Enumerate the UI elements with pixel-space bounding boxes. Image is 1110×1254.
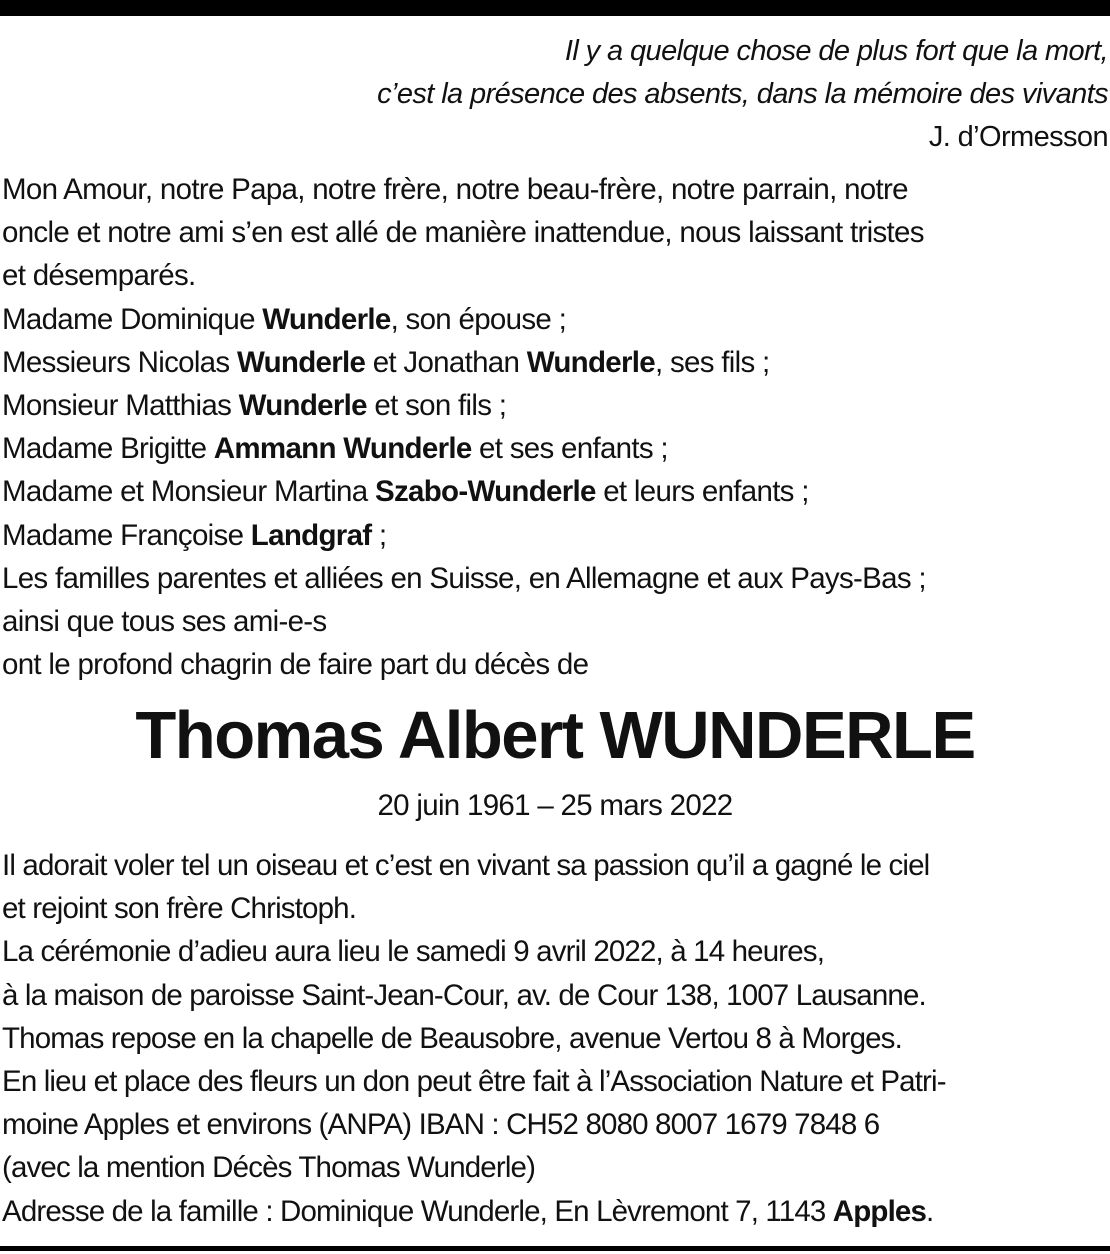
family-member-matthias: Monsieur Matthias Wunderle et son fils ; <box>2 389 507 423</box>
family-relatives-line: Les familles parentes et alliées en Suisse, en Allemagne et aux Pays-Bas ; <box>2 561 926 595</box>
quote-author: J. d’Ormesson <box>928 121 1108 153</box>
donation-mention-line: (avec la mention Décès Thomas Wunderle) <box>2 1151 536 1185</box>
bottom-border-rule <box>0 1246 1110 1251</box>
donation-iban-line: moine Apples et environs (ANPA) IBAN : CH52 8080 8007 1679 7848 6 <box>2 1108 880 1142</box>
repose-location-line: Thomas repose en la chapelle de Beausobre, avenue Vertou 8 à Morges. <box>2 1021 902 1055</box>
family-member-spouse: Madame Dominique Wunderle, son épouse ; <box>2 302 567 336</box>
family-member-brigitte: Madame Brigitte Ammann Wunderle et ses enfants ; <box>2 432 668 466</box>
intro-line-1: Mon Amour, notre Papa, notre frère, notre beau-frère, notre parrain, notre <box>2 173 908 206</box>
quote-line-2: c’est la présence des absents, dans la mémoire des vivants <box>377 78 1108 110</box>
top-border-rule <box>0 0 1110 16</box>
family-member-sons: Messieurs Nicolas Wunderle et Jonathan Wunderle, ses fils ; <box>2 345 770 379</box>
deceased-name: Thomas Albert WUNDERLE <box>135 698 975 773</box>
family-member-martina: Madame et Monsieur Martina Szabo-Wunderle et leurs enfants ; <box>2 475 809 509</box>
ceremony-location-line: à la maison de paroisse Saint-Jean-Cour, av. de Cour 138, 1007 Lausanne. <box>2 978 926 1012</box>
deceased-block <box>0 690 1110 827</box>
family-address-line: Adresse de la famille : Dominique Wunderle, En Lèvremont 7, 1143 Apples. <box>2 1194 934 1228</box>
life-dates: 20 juin 1961 – 25 mars 2022 <box>377 789 733 822</box>
ceremony-date-line: La cérémonie d’adieu aura lieu le samedi 9 avril 2022, à 14 heures, <box>2 935 825 969</box>
intro-line-3: et désemparés. <box>2 259 196 293</box>
details-line-2: et rejoint son frère Christoph. <box>2 892 357 926</box>
intro-line-2: oncle et notre ami s’en est allé de manière inattendue, nous laissant tristes <box>2 216 924 250</box>
quote-line-1: Il y a quelque chose de plus fort que la mort, <box>564 35 1108 67</box>
donation-line-1: En lieu et place des fleurs un don peut être fait à l’Association Nature et Patri- <box>2 1065 946 1099</box>
family-member-francoise: Madame Françoise Landgraf ; <box>2 518 387 552</box>
ceremony-details <box>2 844 1108 1233</box>
announcement-line: ont le profond chagrin de faire part du décès de <box>2 648 589 682</box>
family-friends-line: ainsi que tous ses ami-e-s <box>2 605 327 639</box>
epigraph-quote <box>377 30 1108 159</box>
announcement-text <box>2 168 1108 686</box>
details-line-1: Il adorait voler tel un oiseau et c’est en vivant sa passion qu’il a gagné le ciel <box>2 849 930 882</box>
